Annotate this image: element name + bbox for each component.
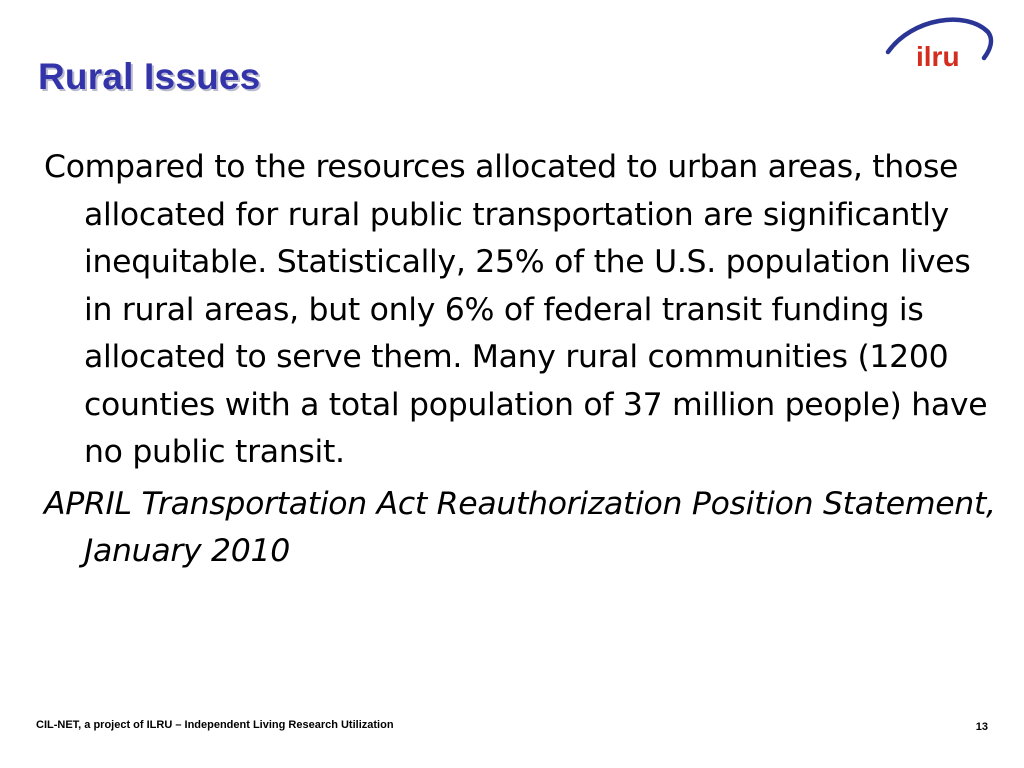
ilru-logo [884, 14, 996, 74]
logo-text: ilru [916, 41, 960, 72]
slide-title: Rural Issues [38, 56, 261, 97]
citation: APRIL Transportation Act Reauthorization Position Statement, January 2010 [44, 485, 996, 569]
slide-content [44, 144, 1004, 576]
footer-text: CIL-NET, a project of ILRU – Independent Living Research Utilization [36, 719, 394, 731]
page-number: 13 [975, 721, 988, 733]
body-paragraph: Compared to the resources allocated to urban areas, those allocated for rural public transportation are significantly inequitable. Statistically, 25% of the U.S. population lives in rural areas, but only 6% of federal transit funding is allocated to serve them. Many rural communities (1200 counties with a total population of 37 million people) have no public transit. [44, 149, 988, 470]
ilru-logo-graphic [884, 14, 996, 74]
